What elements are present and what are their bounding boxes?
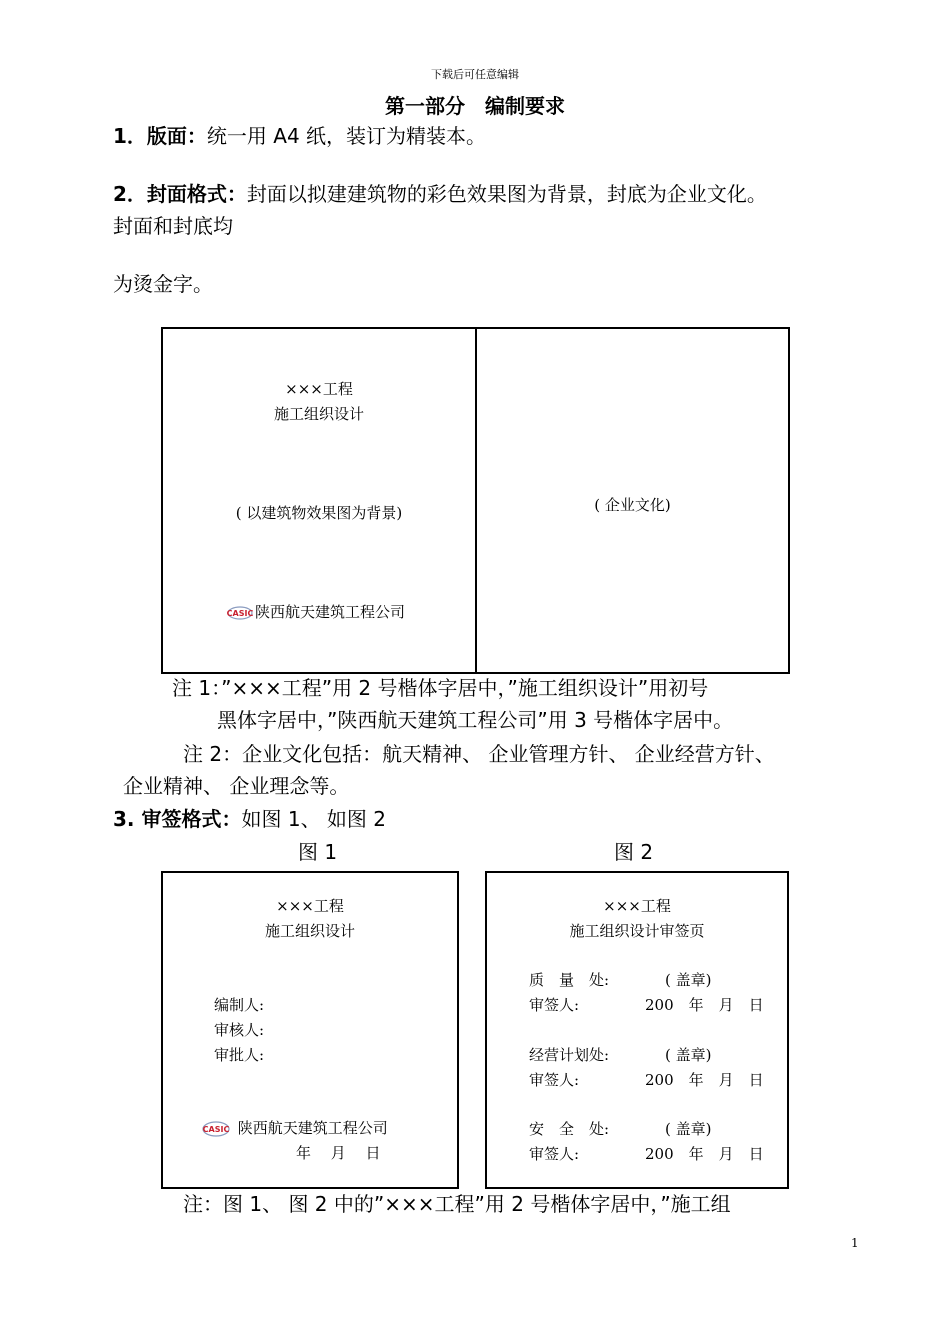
casic-logo-icon xyxy=(199,1120,233,1138)
cover-right-note: ( 企业文化) xyxy=(594,496,671,514)
item-2-line2: 封面和封底均 xyxy=(113,214,233,238)
cover-title-design: 施工组织设计 xyxy=(273,405,364,423)
fig2-date-safety: 200 年 月 日 xyxy=(645,1145,764,1163)
item-2-line3: 为烫金字。 xyxy=(113,272,213,296)
note-1-line2: 黑体字居中，”陕西航天建筑工程公司”用 3 号楷体字居中。 xyxy=(217,708,734,732)
casic-logo-icon xyxy=(225,605,255,621)
cover-diagram xyxy=(161,327,790,674)
note-1-line1: 注 1：”×××工程”用 2 号楷体字居中，”施工组织设计”用初号 xyxy=(172,676,709,700)
item-1-text: 统一用 A4 纸，装订为精装本。 xyxy=(206,124,487,148)
fig2-dept-safety: 安 全 处: xyxy=(529,1120,610,1138)
fig1-company xyxy=(199,1117,388,1138)
item-3-label: 3. 审签格式： xyxy=(113,807,242,831)
note-2-line2: 企业精神、 企业理念等。 xyxy=(123,774,350,798)
fig1-title-design: 施工组织设计 xyxy=(264,922,355,940)
fig1-date: 年 月 日 xyxy=(296,1144,381,1162)
fig2-dept-planning: 经营计划处: xyxy=(529,1046,610,1064)
note-2-line1: 注 2：企业文化包括：航天精神、 企业管理方针、 企业经营方针、 xyxy=(183,742,775,766)
fig1-box xyxy=(161,871,459,1189)
item-1 xyxy=(113,122,486,150)
fig2-title-project: ×××工程 xyxy=(603,897,671,915)
fig2-date-quality: 200 年 月 日 xyxy=(645,996,764,1014)
cover-title-project: ×××工程 xyxy=(285,380,353,398)
fig2-box xyxy=(485,871,789,1189)
page-title: 第一部分 编制要求 xyxy=(385,94,565,118)
item-2 xyxy=(113,180,767,208)
bottom-note: 注：图 1、 图 2 中的”×××工程”用 2 号楷体字居中，”施工组 xyxy=(183,1192,731,1216)
item-2-label: 2．封面格式： xyxy=(113,182,247,206)
item-1-label: 1．版面： xyxy=(113,124,207,148)
cover-company xyxy=(225,601,405,622)
casic-logo-text: CASIC xyxy=(202,1125,230,1134)
fig2-dept-quality: 质 量 处: xyxy=(529,971,610,989)
fig2-signer-quality: 审签人: xyxy=(529,996,580,1014)
cover-company-name: 陕西航天建筑工程公司 xyxy=(255,603,406,621)
fig2-title-signoff: 施工组织设计审签页 xyxy=(569,922,705,940)
page-number: 1 xyxy=(851,1236,859,1250)
item-3 xyxy=(113,805,386,833)
casic-logo-text: CASIC xyxy=(226,609,254,618)
fig1-field-compiler: 编制人: xyxy=(214,996,265,1014)
fig1-title-project: ×××工程 xyxy=(276,897,344,915)
fig2-stamp-quality: ( 盖章) xyxy=(665,971,712,989)
fig2-date-planning: 200 年 月 日 xyxy=(645,1071,764,1089)
fig2-signer-planning: 审签人: xyxy=(529,1071,580,1089)
fig2-signer-safety: 审签人: xyxy=(529,1145,580,1163)
fig1-company-name: 陕西航天建筑工程公司 xyxy=(237,1119,388,1137)
fig2-stamp-safety: ( 盖章) xyxy=(665,1120,712,1138)
fig1-caption: 图 1 xyxy=(298,840,338,864)
cover-background-note: ( 以建筑物效果图为背景) xyxy=(235,504,403,522)
page-header-note: 下载后可任意编辑 xyxy=(431,68,519,81)
fig1-field-reviewer: 审核人: xyxy=(214,1021,265,1039)
item-3-text: 如图 1、 如图 2 xyxy=(241,807,387,831)
item-2-text: 封面以拟建建筑物的彩色效果图为背景，封底为企业文化。 xyxy=(246,182,767,206)
fig2-caption: 图 2 xyxy=(614,840,654,864)
fig1-field-approver: 审批人: xyxy=(214,1046,265,1064)
fig2-stamp-planning: ( 盖章) xyxy=(665,1046,712,1064)
